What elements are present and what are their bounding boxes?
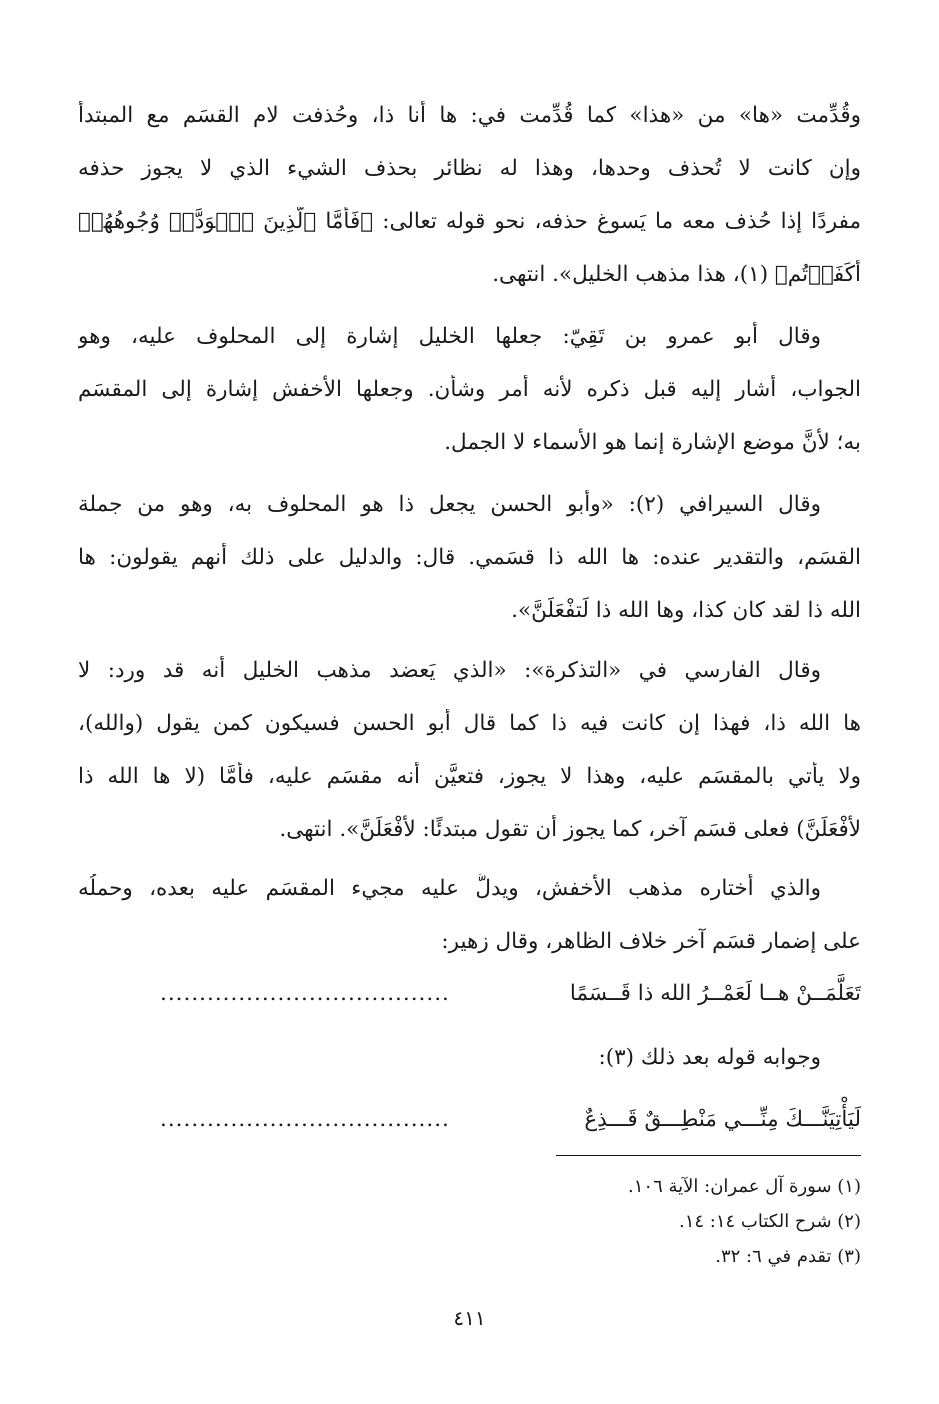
verse-first-hemistich: لَيَأْتِيَنَّـــكَ مِنِّـــي مَنْطِـــقٌ قَـــذِعٌ — [584, 1107, 861, 1132]
body-line: به؛ لأنَّ موضع الإشارة إنما هو الأسماء لا الجمل. — [444, 430, 861, 455]
body-line: وقال أبو عمرو بن تَقِيّ: جعلها الخليل إشارة إلى المحلوف عليه، وهو — [78, 324, 821, 349]
body-line: على إضمار قسَم آخر خلاف الظاهر، وقال زهير: — [441, 929, 861, 954]
footnote: (١) سورة آل عمران: الآية ١٠٦. — [628, 1176, 861, 1197]
body-line: مفردًا إذا حُذف معه ما يَسوغ حذفه، نحو قوله تعالى: ﴿فَأَمَّا ٱلَّذِينَ ٱسۡوَدَّتۡ وُجُوهُهُمۡ — [78, 209, 861, 234]
body-line: وقُدِّمت «ها» من «هذا» كما قُدِّمت في: ها أنا ذا، وحُذفت لام القسَم مع المبتدأ — [78, 103, 861, 128]
body-line: وقال السيرافي (٢): «وأبو الحسن يجعل ذا هو المحلوف به، وهو من جملة — [78, 492, 821, 517]
body-line: القسَم، والتقدير عنده: ها الله ذا قسَمي. قال: والدليل على ذلك أنهم يقولون: ها — [78, 545, 861, 570]
body-line: وقال الفارسي في «التذكرة»: «الذي يَعضد مذهب الخليل أنه قد ورد: لا — [78, 658, 821, 683]
verse-second-hemistich: ..................................... — [160, 1107, 450, 1132]
footnote: (٢) شرح الكتاب ١٤: ١٤. — [678, 1211, 861, 1232]
footnote: (٣) تقدم في ٦: ٣٢. — [715, 1246, 861, 1267]
body-line: أَكَفَرۡتُم﴾ (١)، هذا مذهب الخليل». انتهى. — [492, 262, 861, 287]
body-line: الله ذا لقد كان كذا، وها الله ذا لَتفْعَلَنَّ». — [511, 598, 861, 623]
verse-first-hemistich: تَعَلَّمَــنْ هــا لَعَمْــرُ الله ذا قَــسَمًا — [569, 981, 861, 1006]
body-line: والذي أختاره مذهب الأخفش، ويدلُّ عليه مجيء المقسَم عليه بعده، وحملُه — [78, 876, 821, 901]
footnote-separator — [556, 1155, 861, 1156]
body-line: ها الله ذا، فهذا إن كانت فيه ذا كما قال أبو الحسن فسيكون كمن يقول (والله)، — [78, 711, 861, 736]
body-line: لأَفْعَلَنَّ) فعلى قسَم آخر، كما يجوز أن تقول مبتدئًا: لأَفْعَلَنَّ». انتهى. — [279, 817, 861, 842]
body-line: وإن كانت لا تُحذف وحدها، وهذا له نظائر بحذف الشيء الذي لا يجوز حذفه — [78, 156, 861, 181]
page-number: ٤١١ — [453, 1306, 486, 1330]
body-line: ولا يأتي بالمقسَم عليه، وهذا لا يجوز، فتعيَّن أنه مقسَم عليه، فأمَّا (لا ها الله ذا — [78, 764, 861, 789]
verse-intro-line: وجوابه قوله بعد ذلك (٣): — [598, 1045, 821, 1070]
body-line: الجواب، أشار إليه قبل ذكره لأنه أمر وشأن. وجعلها الأخفش إشارة إلى المقسَم — [78, 377, 861, 402]
verse-second-hemistich: ..................................... — [160, 981, 450, 1006]
